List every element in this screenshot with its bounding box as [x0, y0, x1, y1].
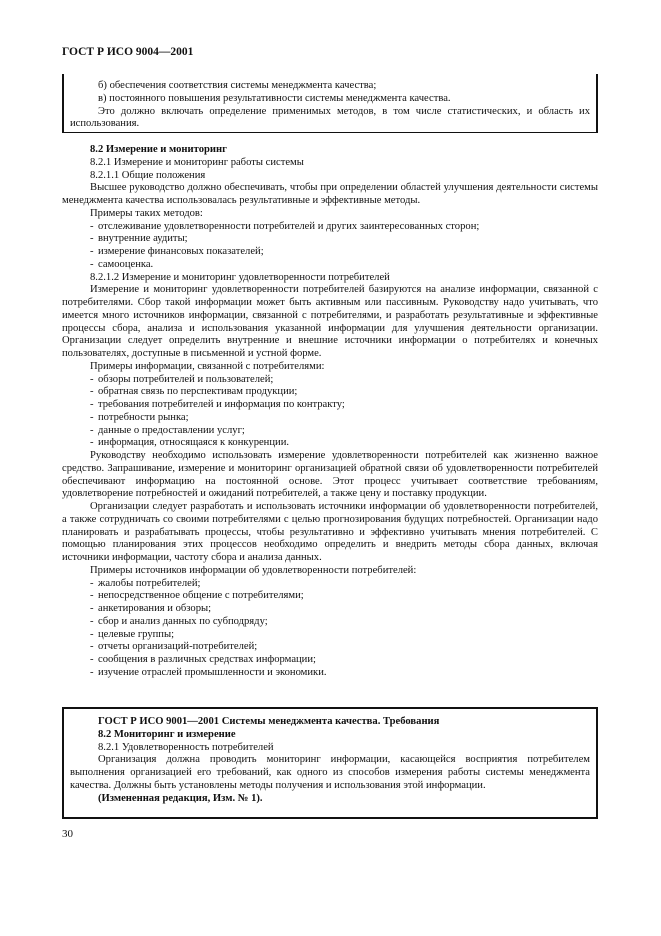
paragraph: Руководству необходимо использовать измерение удовлетворенности потребителей как жизненно важное средство. Запрашивание, измерение и мониторинг организацией обратной связи об удовлетворенности потребителей обеспечивают информацию на постоянной основе. Этот процесс учитывает соответствие требованиям, удовлетворение потребностей и ожиданий потребителей, а также цену и поставку продукции.: [62, 450, 598, 500]
list-item: - обратная связь по перспективам продукции;: [62, 386, 598, 399]
document-header: ГОСТ Р ИСО 9004—2001: [62, 46, 194, 58]
list-item: - жалобы потребителей;: [62, 578, 598, 591]
page-number: 30: [62, 828, 73, 840]
methods-list: [62, 221, 598, 272]
list-item: - внутренние аудиты;: [62, 233, 598, 246]
iso-9001-quote-box: [62, 707, 598, 819]
section-heading-8-2: 8.2 Измерение и мониторинг: [90, 144, 227, 155]
list-item: - изучение отраслей промышленности и экономики.: [62, 667, 598, 680]
list-item: - сообщения в различных средствах информации;: [62, 654, 598, 667]
paragraph: Организации следует разработать и использовать источники информации об удовлетворенности потребителей, а также сотрудничать со своими потребителями с целью прогнозирования будущих потребностей. Организации надо планировать и разрабатывать процессы, чтобы результативно и эффективно учитывать мнения потребителей. С помощью планирования этих процессов необходимо определить и внедрить методы сбора данных, включая источники информации, частоту сбора и анализа данных.: [62, 501, 598, 563]
paragraph: Измерение и мониторинг удовлетворенности потребителей базируются на анализе информации, связанной с потребителями. Сбор такой информации может быть активным или пассивным. Руководству надо учитывать, что имеется много источников информации, связанной с потребителями, и разработать результативные и эффективные процессы сбора, анализа и использования указанной информации для улучшения деятельности организации. Организации следует определить внутренние и внешние источники информации о потребителях и конечных пользователях, доступные в письменной и устной форме.: [62, 284, 598, 359]
list-item: - отслеживание удовлетворенности потребителей и других заинтересованных сторон;: [62, 221, 598, 234]
list-item: - целевые группы;: [62, 629, 598, 642]
box-body: Организация должна проводить мониторинг информации, касающейся восприятия потребителем выполнения организацией его требований, как одного из способов измерения работы системы менеджмента качества. Должны быть установлены методы получения и использования этой информации.: [70, 754, 590, 791]
paragraph: Примеры источников информации об удовлетворенности потребителей:: [90, 564, 417, 576]
subsection-8-2-1: 8.2.1 Измерение и мониторинг работы системы: [90, 156, 304, 168]
subsection-8-2-1-1: 8.2.1.1 Общие положения: [90, 169, 206, 181]
list-item: - сбор и анализ данных по субподряду;: [62, 616, 598, 629]
box-subtitle: 8.2 Мониторинг и измерение: [98, 728, 236, 740]
subsection-8-2-1-2: 8.2.1.2 Измерение и мониторинг удовлетворенности потребителей: [90, 271, 390, 283]
list-item: - измерение финансовых показателей;: [62, 246, 598, 259]
list-item: - данные о предоставлении услуг;: [62, 425, 598, 438]
paragraph: Высшее руководство должно обеспечивать, чтобы при определении областей улучшения деятельности системы менеджмента качества использовалась результативные и эффективные методы.: [62, 182, 598, 206]
top-quote-box: [62, 74, 598, 133]
list-item: - информация, относящаяся к конкуренции.: [62, 437, 598, 450]
box-subsection: 8.2.1 Удовлетворенность потребителей: [98, 741, 274, 753]
list-item: - непосредственное общение с потребителями;: [62, 590, 598, 603]
paragraph: Примеры таких методов:: [90, 207, 203, 219]
list-item: - обзоры потребителей и пользователей;: [62, 374, 598, 387]
list-item: - самооценка.: [62, 259, 598, 272]
box-title: ГОСТ Р ИСО 9001—2001 Системы менеджмента качества. Требования: [98, 716, 440, 727]
satisfaction-sources-list: [62, 578, 598, 680]
top-line-methods: Это должно включать определение применимых методов, в том числе статистических, и область их использования.: [70, 105, 590, 130]
list-item: - потребности рынка;: [62, 412, 598, 425]
top-line-b: б) обеспечения соответствия системы менеджмента качества;: [98, 80, 377, 91]
main-text: [62, 144, 598, 680]
top-line-v: в) постоянного повышения результативности системы менеджмента качества.: [98, 92, 451, 104]
list-item: - анкетирования и обзоры;: [62, 603, 598, 616]
customer-info-list: [62, 374, 598, 451]
box-amendment-note: (Измененная редакция, Изм. № 1).: [98, 792, 263, 804]
paragraph: Примеры информации, связанной с потребителями:: [90, 360, 325, 372]
list-item: - требования потребителей и информация по контракту;: [62, 399, 598, 412]
list-item: - отчеты организаций-потребителей;: [62, 641, 598, 654]
